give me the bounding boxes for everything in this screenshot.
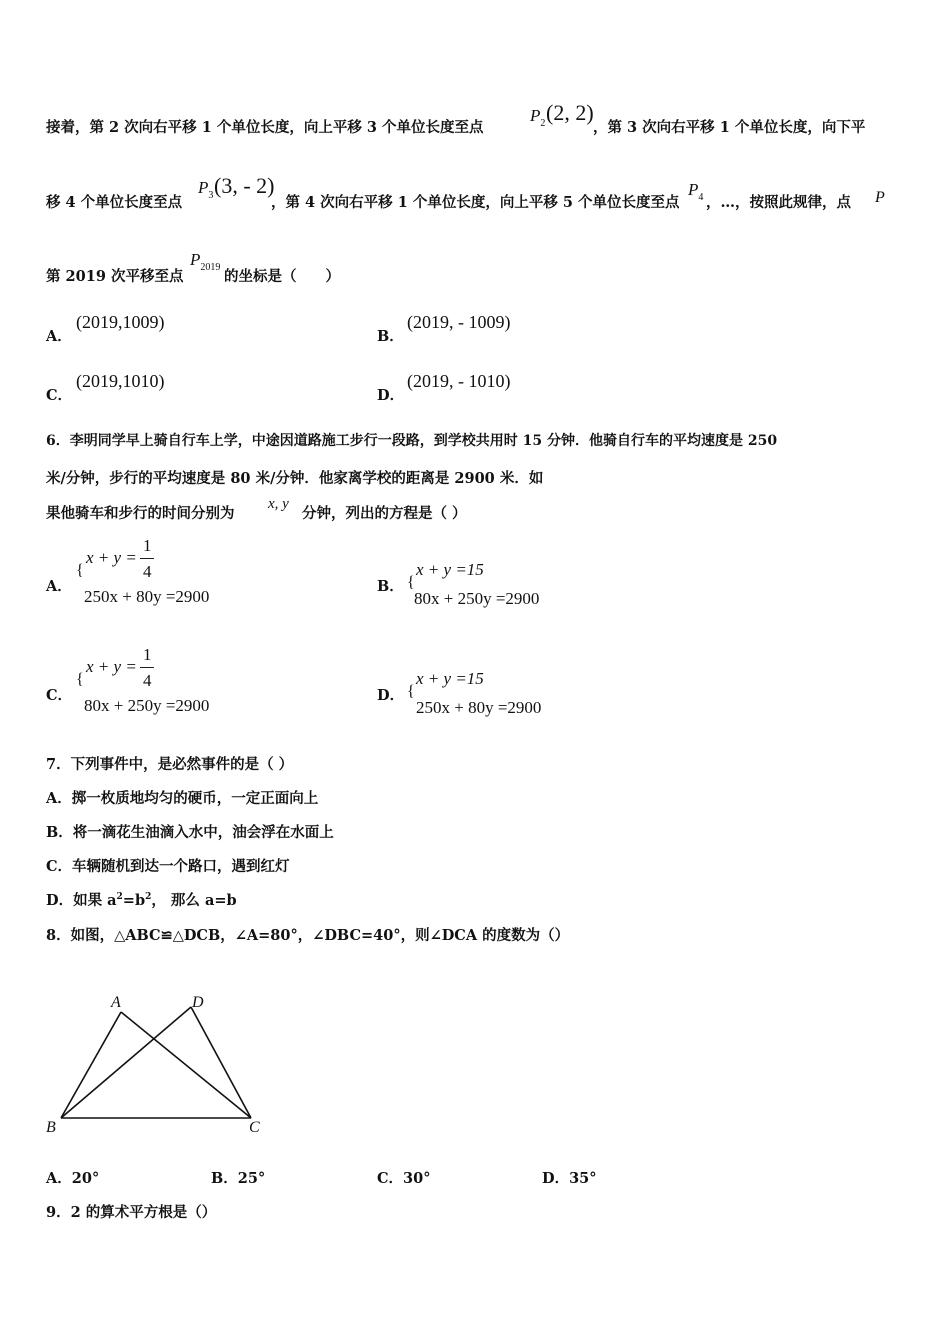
q8-option-c [377, 1167, 430, 1188]
point-p3 [198, 178, 214, 201]
p3-coord: (3, - 2) [214, 173, 275, 198]
q6-option-a-label: A． [46, 578, 72, 595]
q8-option-a-value: 20° [71, 1170, 100, 1187]
q6-option-a-brace: { [76, 562, 84, 579]
q5-option-b-value: (2019, - 1009) [407, 312, 511, 332]
segment-dc [191, 1007, 251, 1118]
point-p4 [688, 180, 704, 203]
figure-lines [61, 1007, 251, 1118]
q8-option-a [46, 1167, 99, 1188]
q6-option-d-eq1: x + y =15 [416, 669, 484, 688]
q7-title: 7．下列事件中，是必然事件的是（ ） [46, 756, 294, 773]
p2019-sub: 2019 [200, 262, 221, 273]
q7-option-d [46, 889, 237, 910]
q7-option-a: A．掷一枚质地均匀的硬币，一定正面向上 [46, 790, 319, 807]
q5-option-a-label: A． [46, 328, 72, 345]
q5-option-c-label: C． [46, 387, 73, 404]
intro-line-3: 第 2019 次平移至点 [46, 268, 184, 285]
label-d: D [192, 994, 204, 1011]
q7-option-d-part-a: D．如果 a [46, 892, 117, 909]
q8-option-d-value: 35° [569, 1170, 597, 1187]
segment-db [61, 1007, 191, 1118]
intro-text-1b: ，第 3 次向右平移 1 个单位长度，向下平 [593, 119, 866, 136]
q5-option-a-value: (2019,1009) [76, 312, 165, 332]
q9-title: 9．2 的算术平方根是（） [46, 1204, 217, 1221]
segment-ac [121, 1012, 251, 1118]
intro-line-2: 移 4 个单位长度至点 [46, 194, 183, 211]
q5-option-c-value: (2019,1010) [76, 371, 165, 391]
label-b: B [46, 1119, 56, 1136]
q5-option-d-label: D． [377, 387, 405, 404]
q6-option-c-frac-den: 4 [143, 671, 152, 690]
q6-option-c-frac-bar [140, 667, 154, 668]
q6-line-1: 6．李明同学早上骑自行车上学，中途因道路施工步行一段路，到学校共用时 15 分钟．他骑自行车的平均速度是 250 [46, 433, 778, 449]
q6-option-b-label: B． [377, 578, 404, 595]
q5-option-d-value: (2019, - 1010) [407, 371, 511, 391]
q6-line-3b: 分钟，列出的方程是（ ） [302, 505, 467, 522]
q8-option-b-label: B． [211, 1170, 238, 1187]
point-p2 [530, 106, 546, 129]
q8-title: 8．如图，△ABC≌△DCB，∠A=80°，∠DBC=40°，则∠DCA 的度数为（） [46, 927, 570, 944]
q6-option-c-eq2: 80x + 250y =2900 [84, 696, 210, 715]
q6-option-a-eq2: 250x + 80y =2900 [84, 587, 210, 606]
label-a: A [111, 994, 121, 1011]
q8-option-c-value: 30° [403, 1170, 431, 1187]
p2-letter: P [530, 106, 541, 125]
q6-line-3a: 果他骑车和步行的时间分别为 [46, 505, 235, 522]
q6-option-a-frac-num: 1 [143, 536, 152, 555]
p2-sub: 2 [540, 118, 546, 129]
q5-option-b-label: B． [377, 328, 404, 345]
intro-text: 接着，第 2 次向右平移 1 个单位长度，向上平移 3 个单位长度至点 [46, 119, 484, 136]
p4-sub: 4 [698, 192, 704, 203]
triangle-figure [40, 985, 280, 1140]
q6-vars: x, y [268, 496, 289, 512]
q8-option-a-label: A． [46, 1170, 72, 1187]
q7-option-d-sup1: 2 [116, 892, 123, 903]
q8-option-b [211, 1167, 265, 1188]
p4-letter: P [688, 180, 699, 199]
intro-text-3b: 的坐标是（ ） [224, 268, 340, 285]
p2-coord: (2, 2) [546, 100, 594, 125]
q6-option-d-eq2: 250x + 80y =2900 [416, 698, 542, 717]
q7-option-d-part-b: =b [122, 892, 146, 909]
q6-option-a-frac-den: 4 [143, 562, 152, 581]
q6-option-b-eq1: x + y =15 [416, 560, 484, 579]
q6-option-b-brace: { [407, 574, 415, 591]
point-p2019 [190, 250, 221, 273]
q6-option-d-label: D． [377, 687, 405, 704]
q8-option-d-label: D． [542, 1170, 570, 1187]
p3-letter: P [198, 178, 209, 197]
q6-option-b-eq2: 80x + 250y =2900 [414, 589, 540, 608]
point-p: P [875, 189, 885, 206]
q6-option-c-eq1: x + y = [86, 657, 137, 676]
label-c: C [249, 1119, 260, 1136]
q6-option-a-frac-bar [140, 558, 154, 559]
q8-option-c-label: C． [377, 1170, 404, 1187]
p3-sub: 3 [208, 190, 214, 201]
q7-option-d-part-c: ， 那么 a=b [151, 892, 237, 909]
p2019-letter: P [190, 250, 201, 269]
q6-option-a-eq1: x + y = [86, 548, 137, 567]
intro-text-2c: ，…，按照此规律，点 [706, 194, 851, 211]
q8-option-b-value: 25° [237, 1170, 266, 1187]
q7-option-d-sup2: 2 [145, 892, 152, 903]
segment-ab [61, 1012, 121, 1118]
q8-option-d [542, 1167, 597, 1188]
q6-line-2: 米/分钟，步行的平均速度是 80 米/分钟．他家离学校的距离是 2900 米．如 [46, 470, 544, 487]
q6-option-c-frac-num: 1 [143, 645, 152, 664]
q6-option-c-brace: { [76, 671, 84, 688]
intro-text-2b: ，第 4 次向右平移 1 个单位长度，向上平移 5 个单位长度至点 [271, 194, 680, 211]
q7-option-b: B．将一滴花生油滴入水中，油会浮在水面上 [46, 824, 334, 841]
q6-option-c-label: C． [46, 687, 73, 704]
intro-line-1 [46, 116, 484, 137]
q6-option-d-brace: { [407, 683, 415, 700]
q7-option-c: C．车辆随机到达一个路口，遇到红灯 [46, 858, 290, 875]
